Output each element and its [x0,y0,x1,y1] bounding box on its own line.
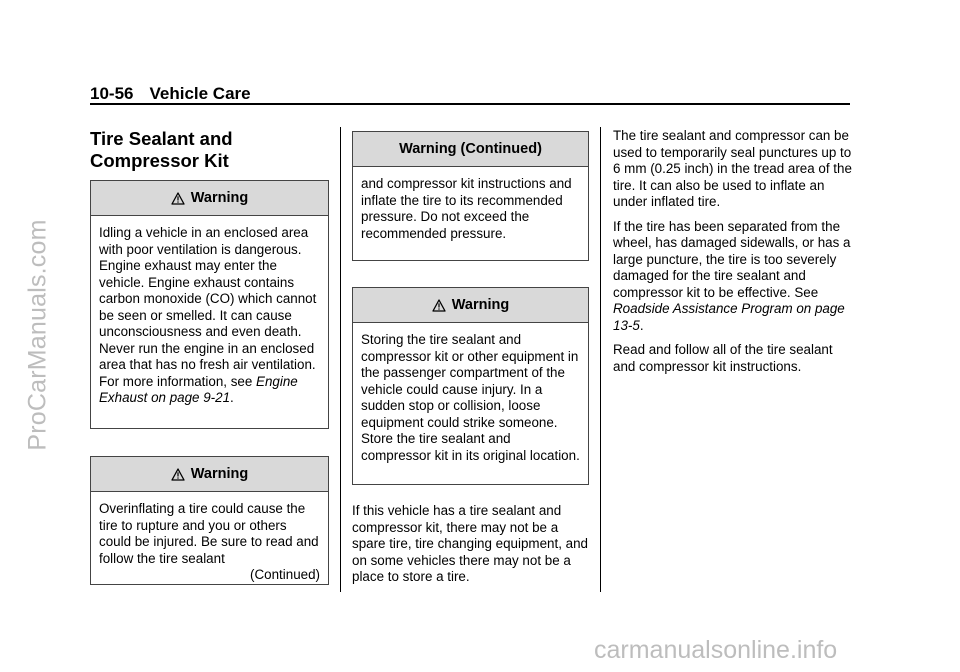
continued-label: (Continued) [250,567,320,582]
body-paragraph: If this vehicle has a tire sealant and compressor kit, there may not be a spare tire, tire changing equipment, and on some vehicles there may not be a place to store a tire. [352,503,588,584]
warning-heading: Warning (Continued) [399,141,542,157]
warning-triangle-icon [432,299,446,312]
warning-box-overinflating [90,456,329,585]
warning-heading: Warning [190,466,249,482]
page-header [90,84,251,104]
warning-text [91,216,328,407]
warning-text: Overinflating a tire could cause the tire to rupture and you or others could be injured. Be sure to read and follow the tire sealant [99,501,319,566]
column-divider-1 [340,127,341,592]
section-title: Vehicle Care [149,84,251,103]
header-rule [90,103,850,105]
title-line-2: Compressor Kit [90,150,229,171]
warning-heading: Warning [451,297,510,313]
page-number: 10-56 [90,84,134,103]
warning-box-header [353,288,588,323]
warning-box-header [91,181,328,216]
warning-heading: Warning [190,190,249,206]
page-title [90,128,233,172]
paragraph-text: If the tire has been separated from the wheel, has damaged sidewalls, or has a large puncture, the tire is too severely damaged for the tire sealant and compressor kit to be effective. See [613,218,851,300]
column-3-text [613,128,853,383]
warning-text: and compressor kit instructions and inflate the tire to its recommended pressure. Do not exceed the recommended pressure. [361,176,572,241]
warning-box-storage [352,287,589,485]
warning-body: Idling a vehicle in an enclosed area with poor ventilation is dangerous. Engine exhaust may enter the vehicle. Engine exhaust contains carbon monoxide (CO) which cannot be seen or smelled. It can cause unconsciousness and even death. Never run the engine in an enclosed area that has no fresh air ventilation. For more information, see [99,225,317,389]
cross-reference-link[interactable]: Engine Exhaust on page 9-21 [99,373,298,405]
body-paragraph: Read and follow all of the tire sealant and compressor kit instructions. [613,342,833,374]
warning-text: Storing the tire sealant and compressor kit or other equipment in the passenger compartment of the vehicle could cause injury. In a sudden stop or collision, loose equipment could strike someone. Store the tire sealant and compressor kit in its original location. [361,332,580,463]
paragraph-end: . [639,317,644,333]
vertical-watermark: ProCarManuals.com [23,219,52,451]
warning-box-exhaust [90,180,329,429]
body-paragraph: The tire sealant and compressor can be used to temporarily seal punctures up to 6 mm (0.25 inch) in the tread area of the tire. It can also be used to inflate an under inflated tire. [613,128,852,209]
cross-reference-link[interactable]: Roadside Assistance Program on page 13-5 [613,301,845,333]
warning-box-header [353,132,588,167]
warning-triangle-icon [171,468,185,481]
warning-end: . [230,390,234,405]
title-line-1: Tire Sealant and [90,128,233,149]
warning-box-continued [352,131,589,261]
footer-watermark: carmanualsonline.info [594,636,838,664]
warning-box-header [91,457,328,492]
column-divider-2 [600,127,601,592]
warning-triangle-icon [171,192,185,205]
body-paragraph [613,219,853,335]
